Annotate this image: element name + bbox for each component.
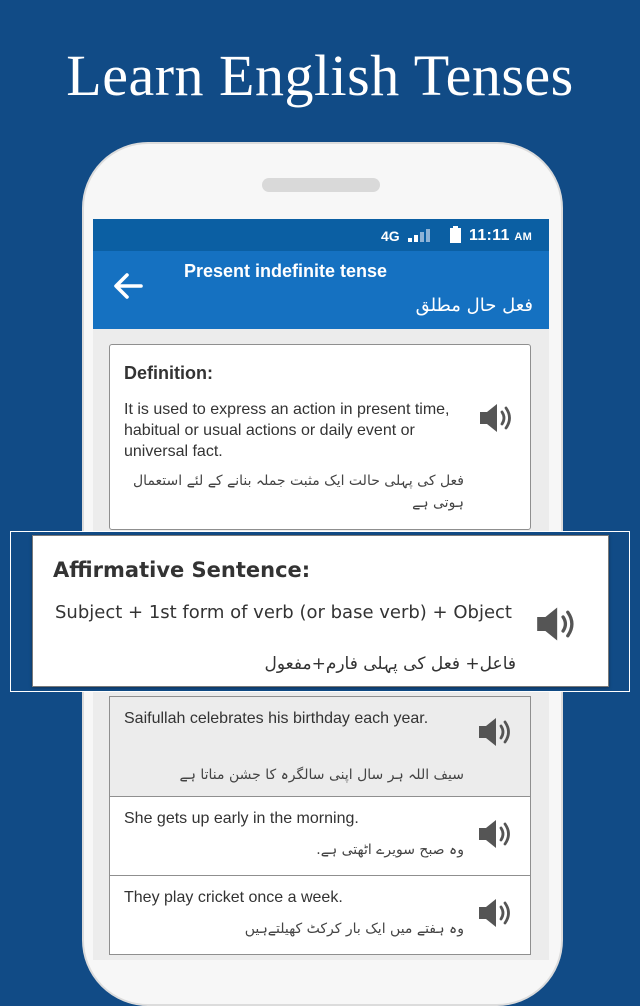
definition-text: It is used to express an action in present time, habitual or usual actions or daily event or universal fact. (124, 401, 450, 460)
speaker-icon[interactable] (477, 896, 513, 930)
page-subtitle-urdu: فعل حال مطلق (415, 295, 533, 316)
speaker-icon[interactable] (477, 817, 513, 851)
network-type: 4G (381, 228, 400, 244)
phone-speaker (262, 178, 380, 192)
example-urdu: سیف اللہ ہر سال اپنی سالگرہ کا جشن مناتا ہے (179, 767, 464, 783)
promo-headline: Learn English Tenses (66, 43, 574, 108)
list-item[interactable] (109, 796, 531, 876)
battery-icon (450, 226, 461, 243)
example-english: She gets up early in the morning. (124, 810, 359, 827)
definition-urdu: فعل کی پہلی حالت ایک مثبت جملہ بنانے کے لئے استعمال ہوتی ہے (133, 473, 464, 511)
status-bar (93, 219, 549, 251)
example-english: Saifullah celebrates his birthday each year. (124, 710, 429, 727)
signal-icon (408, 228, 432, 242)
example-urdu: وہ صبح سویرے اٹھتی ہے. (316, 842, 464, 858)
arrow-left-icon[interactable] (111, 269, 145, 303)
speaker-icon[interactable] (477, 715, 513, 749)
affirmative-callout (10, 531, 630, 692)
clock (469, 227, 532, 245)
examples-list (109, 689, 531, 960)
list-item[interactable] (109, 875, 531, 955)
definition-title: Definition: (124, 363, 213, 383)
example-urdu: وہ ہفتے میں ایک بار کرکٹ کھیلتےہیں (244, 921, 464, 937)
affirmative-formula: Subject + 1st form of verb (or base verb) + Object (55, 602, 512, 623)
affirmative-title: Affirmative Sentence: (53, 558, 311, 582)
speaker-icon[interactable] (478, 401, 514, 435)
example-english: They play cricket once a week. (124, 889, 343, 906)
speaker-icon[interactable] (533, 604, 579, 644)
affirmative-urdu: فاعل+ فعل کی پہلی فارم+مفعول (264, 654, 516, 674)
definition-card (109, 344, 531, 530)
affirmative-card (32, 535, 609, 687)
page-title: Present indefinite tense (184, 261, 388, 281)
clock-ampm: AM (514, 231, 533, 243)
app-bar (93, 251, 549, 329)
clock-time: 11:11 (469, 227, 510, 244)
list-item[interactable] (109, 696, 531, 797)
